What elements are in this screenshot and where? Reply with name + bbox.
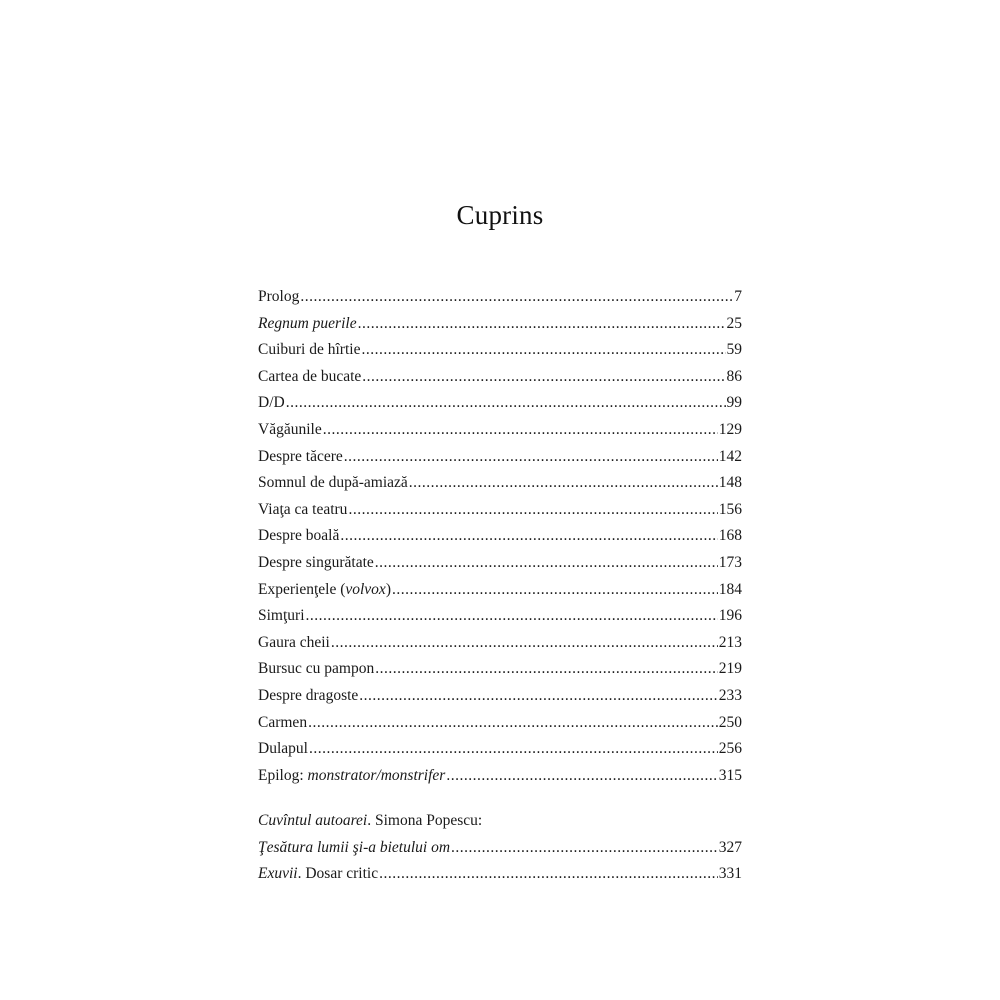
toc-entry-carmen [258,710,742,737]
toc-entry-label: Gaura cheii [258,633,330,651]
toc-entry-label-part: ) [385,580,391,598]
leader-dots [344,444,718,471]
toc-entry-label: Despre boală [258,527,340,545]
toc-entry-page: 59 [726,341,742,359]
leader-dots [392,577,718,604]
toc-entry-page: 168 [718,527,742,545]
toc-entry-label: Despre tăcere [258,447,343,465]
leader-dots [323,417,718,444]
toc-entry-page: 129 [718,420,742,438]
leader-dots [362,364,725,391]
leader-dots [375,550,718,577]
leader-dots [306,603,718,630]
toc-entry-label: Cuiburi de hîrtie [258,341,361,359]
toc-entry-label-part: Epilog: [258,766,308,784]
leader-dots [379,861,718,888]
toc-entry-vagaunile [258,417,742,444]
toc-entry-gaura-cheii [258,630,742,657]
toc-entry-page: 148 [718,474,742,492]
leader-dots [309,736,718,763]
leader-dots [340,523,717,550]
toc-entry-label: D/D [258,394,285,412]
toc-entry-page: 196 [718,607,742,625]
toc-entry-experientele-volvox [258,577,742,604]
afterword-title: Cuvîntul autoarei [258,812,368,829]
toc-entry-label: Dulapul [258,740,308,758]
leader-dots [361,337,725,364]
leader-dots [300,284,733,311]
toc-entry-cuiburi-de-hirtie [258,337,742,364]
toc-entry-page: 315 [718,766,742,784]
toc-entry-cartea-de-bucate [258,364,742,391]
toc-entry-simturi [258,603,742,630]
leader-dots [446,763,717,790]
toc-entry-bursuc-cu-pampon [258,656,742,683]
toc-entry-label: Carmen [258,713,308,731]
toc-entry-label: Cartea de bucate [258,367,362,385]
toc-entry-page: 250 [718,713,742,731]
toc-entry-page: 256 [718,740,742,758]
toc-entry-label: Ţesătura lumii şi-a bietului om [258,838,451,856]
toc-entry-page: 213 [718,633,742,651]
toc-entry-page: 233 [718,686,742,704]
table-of-contents [258,284,742,789]
toc-entry-label: Simţuri [258,607,305,625]
toc-entry-label: Viaţa ca teatru [258,500,348,518]
toc-entry-label: Văgăunile [258,420,322,438]
toc-entry-label-italic: Exuvii [258,865,298,883]
leader-dots [308,710,718,737]
toc-entry-dulapul [258,736,742,763]
toc-entry-page: 173 [718,553,742,571]
toc-entry-page: 25 [726,314,742,332]
toc-entry-label: Bursuc cu pampon [258,660,375,678]
toc-entry-page: 184 [718,580,742,598]
leader-dots [331,630,718,657]
toc-entry-exuvii [258,861,742,888]
leader-dots [358,311,726,338]
toc-appendix [258,808,742,888]
toc-entry-somnul-de-dupa-amiaza [258,470,742,497]
leader-dots [286,390,726,417]
leader-dots [375,656,718,683]
toc-entry-label: Despre singurătate [258,553,374,571]
leader-dots [409,470,718,497]
toc-entry-d-d [258,390,742,417]
toc-entry-label-italic: volvox [345,580,386,598]
toc-entry-despre-singuratate [258,550,742,577]
toc-entry-label: Prolog [258,288,300,305]
toc-entry-page: 156 [718,500,742,518]
toc-entry-despre-dragoste [258,683,742,710]
toc-entry-despre-tacere [258,444,742,471]
toc-entry-label-part: Experienţele ( [258,580,346,598]
leader-dots [451,835,718,862]
toc-entry-afterword [258,835,742,862]
leader-dots [359,683,717,710]
toc-entry-label: Regnum puerile [258,314,357,332]
toc-entry-prolog [258,284,742,311]
toc-entry-label: Despre dragoste [258,686,359,704]
toc-entry-label-italic: monstrator/monstrifer [307,766,446,784]
toc-entry-despre-boala [258,523,742,550]
page-title: Cuprins [456,200,544,230]
toc-entry-page: 86 [726,367,742,385]
leader-dots [348,497,717,524]
toc-entry-page: 327 [718,838,742,856]
toc-entry-page: 219 [718,660,742,678]
toc-entry-page: 142 [718,447,742,465]
toc-entry-page: 99 [726,394,742,412]
toc-entry-page: 7 [734,288,742,305]
toc-entry-label [258,577,391,604]
toc-entry-viata-ca-teatru [258,497,742,524]
toc-entry-label [258,861,378,888]
toc-entry-regnum-puerile [258,311,742,338]
toc-entry-page: 331 [718,865,742,883]
toc-entry-label [258,763,445,790]
afterword-author: . Simona Popescu: [367,812,483,829]
afterword-heading [258,808,742,835]
toc-entry-epilog [258,763,742,790]
toc-entry-label-part: . Dosar critic [297,865,379,883]
toc-entry-label: Somnul de după-amiază [258,474,408,492]
